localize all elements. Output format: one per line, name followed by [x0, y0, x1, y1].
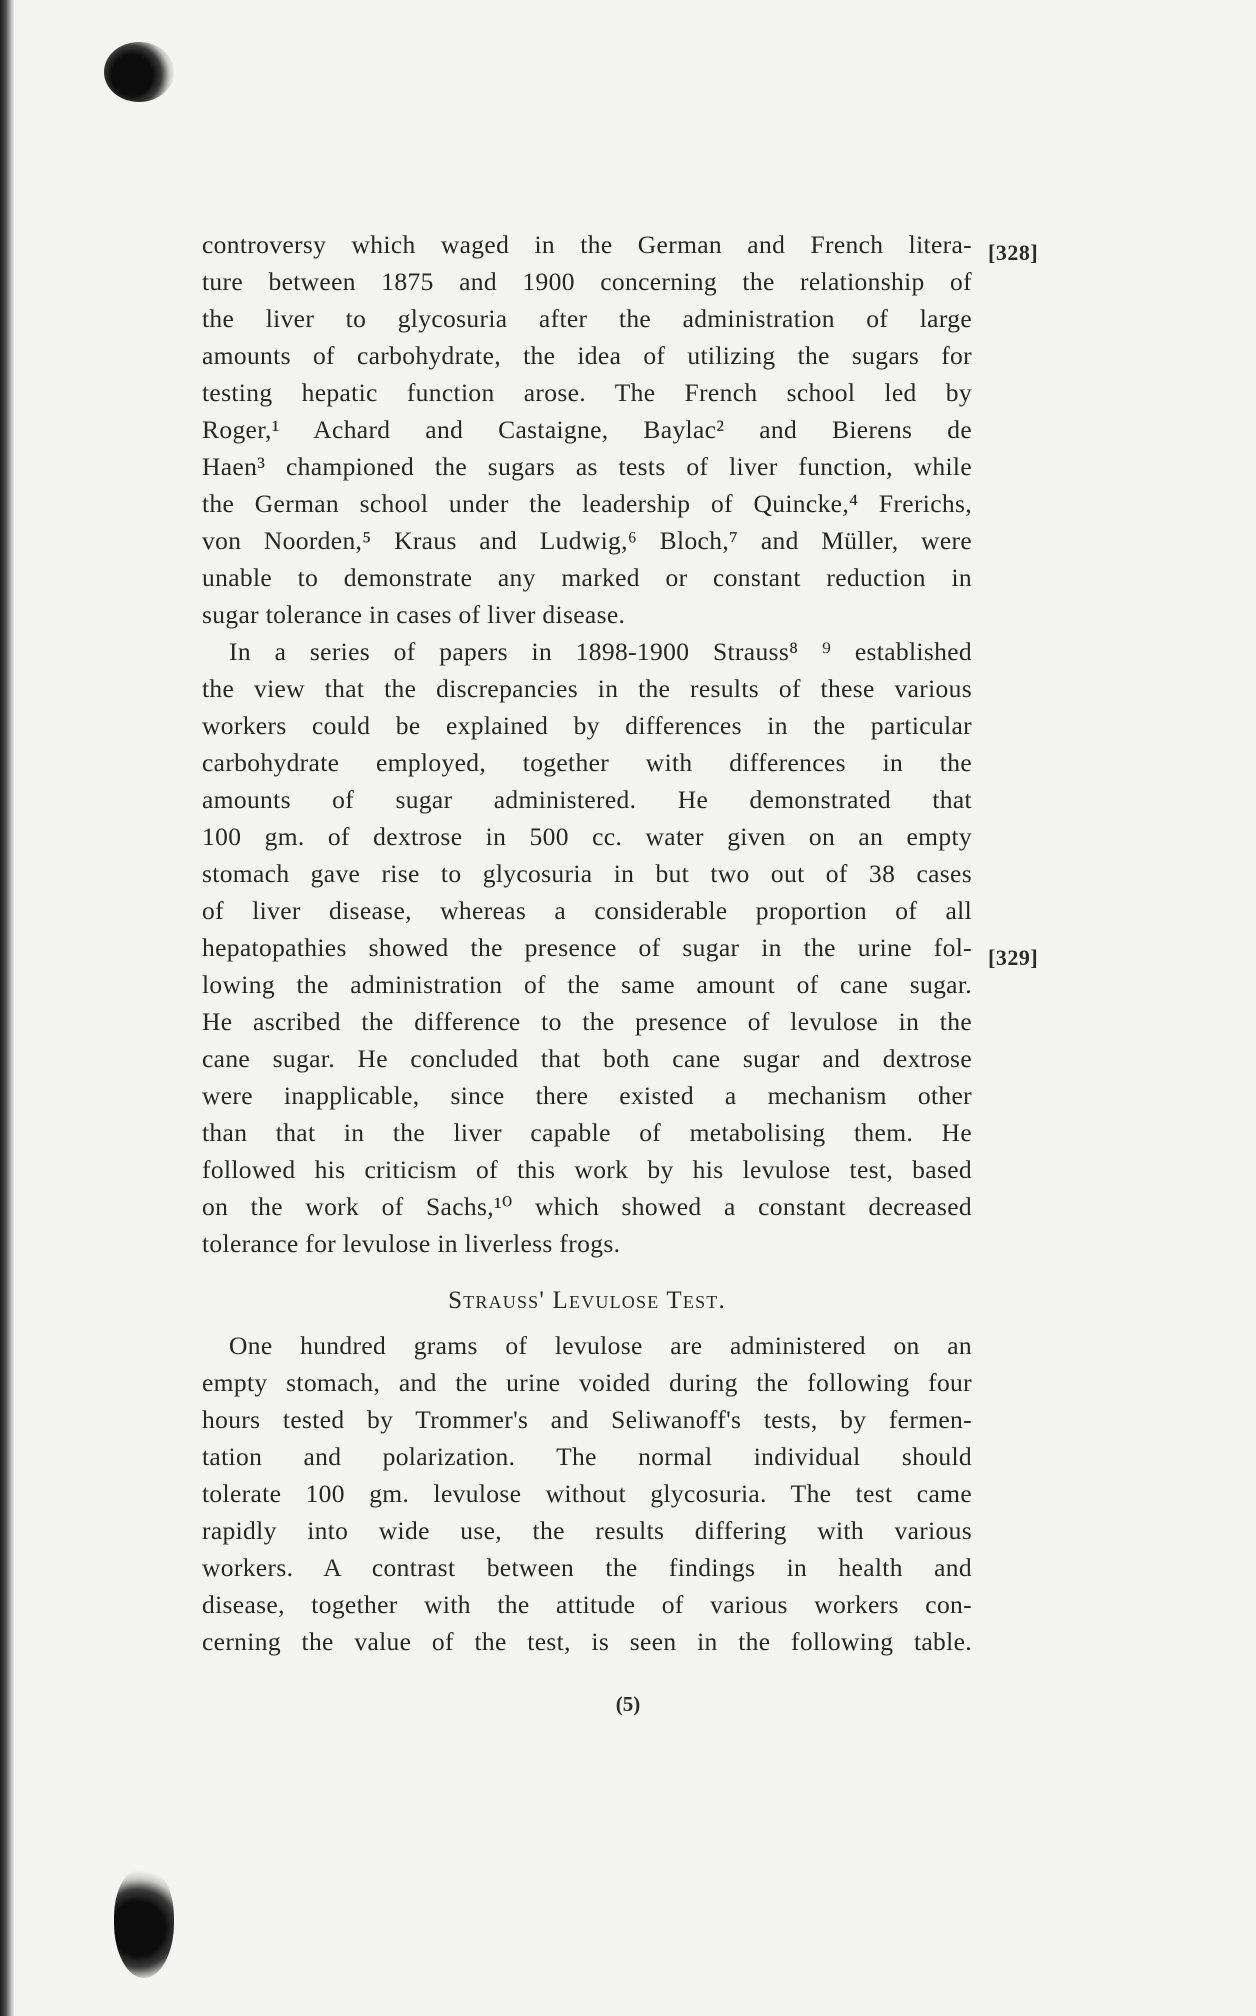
text-line: tolerance for levulose in liverless frogs.: [202, 1229, 621, 1258]
text-line: empty stomach, and the urine voided during the following four: [202, 1368, 972, 1397]
text-line: Haen³ championed the sugars as tests of liver function, while: [202, 452, 972, 481]
text-line: rapidly into wide use, the results differing with various: [202, 1516, 972, 1545]
text-line: In a series of papers in 1898-1900 Strauss⁸ ⁹ established: [229, 637, 972, 666]
text-line: followed his criticism of this work by his levulose test, based: [202, 1155, 972, 1184]
body-text: [202, 226, 972, 1660]
text-line: ture between 1875 and 1900 concerning the relationship of: [202, 267, 972, 296]
text-line: sugar tolerance in cases of liver disease.: [202, 600, 626, 629]
text-line: amounts of sugar administered. He demonstrated that: [202, 785, 972, 814]
text-line: He ascribed the difference to the presence of levulose in the: [202, 1007, 972, 1036]
binding-hole-top: [104, 42, 174, 102]
text-line: the German school under the leadership of Quincke,⁴ Frerichs,: [202, 489, 972, 518]
text-line: on the work of Sachs,¹⁰ which showed a constant decreased: [202, 1192, 972, 1221]
section-heading: Strauss' Levulose Test.: [448, 1287, 726, 1314]
text-line: hepatopathies showed the presence of sugar in the urine fol-: [202, 933, 972, 962]
text-line: von Noorden,⁵ Kraus and Ludwig,⁶ Bloch,⁷ and Müller, were: [202, 526, 972, 555]
paragraph-3: [202, 1327, 972, 1660]
text-line: stomach gave rise to glycosuria in but two out of 38 cases: [202, 859, 972, 888]
page-number: (5): [615, 1692, 641, 1716]
text-line: One hundred grams of levulose are administered on an: [229, 1331, 972, 1360]
text-line: testing hepatic function arose. The French school led by: [202, 378, 972, 407]
binding-hole-bottom: [114, 1868, 174, 1978]
paragraph-1: [202, 226, 972, 633]
text-line: were inapplicable, since there existed a mechanism other: [202, 1081, 972, 1110]
text-line: tation and polarization. The normal individual should: [202, 1442, 972, 1471]
text-line: tolerate 100 gm. levulose without glycosuria. The test came: [202, 1479, 972, 1508]
text-line: workers. A contrast between the findings in health and: [202, 1553, 972, 1582]
text-line: Roger,¹ Achard and Castaigne, Baylac² and Bierens de: [202, 415, 972, 444]
text-line: lowing the administration of the same amount of cane sugar.: [202, 970, 972, 999]
text-line: disease, together with the attitude of various workers con-: [202, 1590, 972, 1619]
text-line: cane sugar. He concluded that both cane sugar and dextrose: [202, 1044, 972, 1073]
margin-page-ref: [329]: [988, 945, 1039, 970]
text-line: than that in the liver capable of metabolising them. He: [202, 1118, 972, 1147]
text-line: 100 gm. of dextrose in 500 cc. water given on an empty: [202, 822, 972, 851]
text-line: the view that the discrepancies in the results of these various: [202, 674, 972, 703]
text-line: hours tested by Trommer's and Seliwanoff's tests, by fermen-: [202, 1405, 972, 1434]
text-line: carbohydrate employed, together with differences in the: [202, 748, 972, 777]
paragraph-2: [202, 633, 972, 1262]
text-line: of liver disease, whereas a considerable proportion of all: [202, 896, 972, 925]
margin-page-ref: [328]: [988, 240, 1039, 265]
text-line: workers could be explained by differences in the particular: [202, 711, 972, 740]
text-line: the liver to glycosuria after the administration of large: [202, 304, 972, 333]
text-line: amounts of carbohydrate, the idea of utilizing the sugars for: [202, 341, 972, 370]
text-line: unable to demonstrate any marked or constant reduction in: [202, 563, 972, 592]
text-line: cerning the value of the test, is seen in the following table.: [202, 1627, 972, 1656]
text-line: controversy which waged in the German and French litera-: [202, 230, 972, 259]
